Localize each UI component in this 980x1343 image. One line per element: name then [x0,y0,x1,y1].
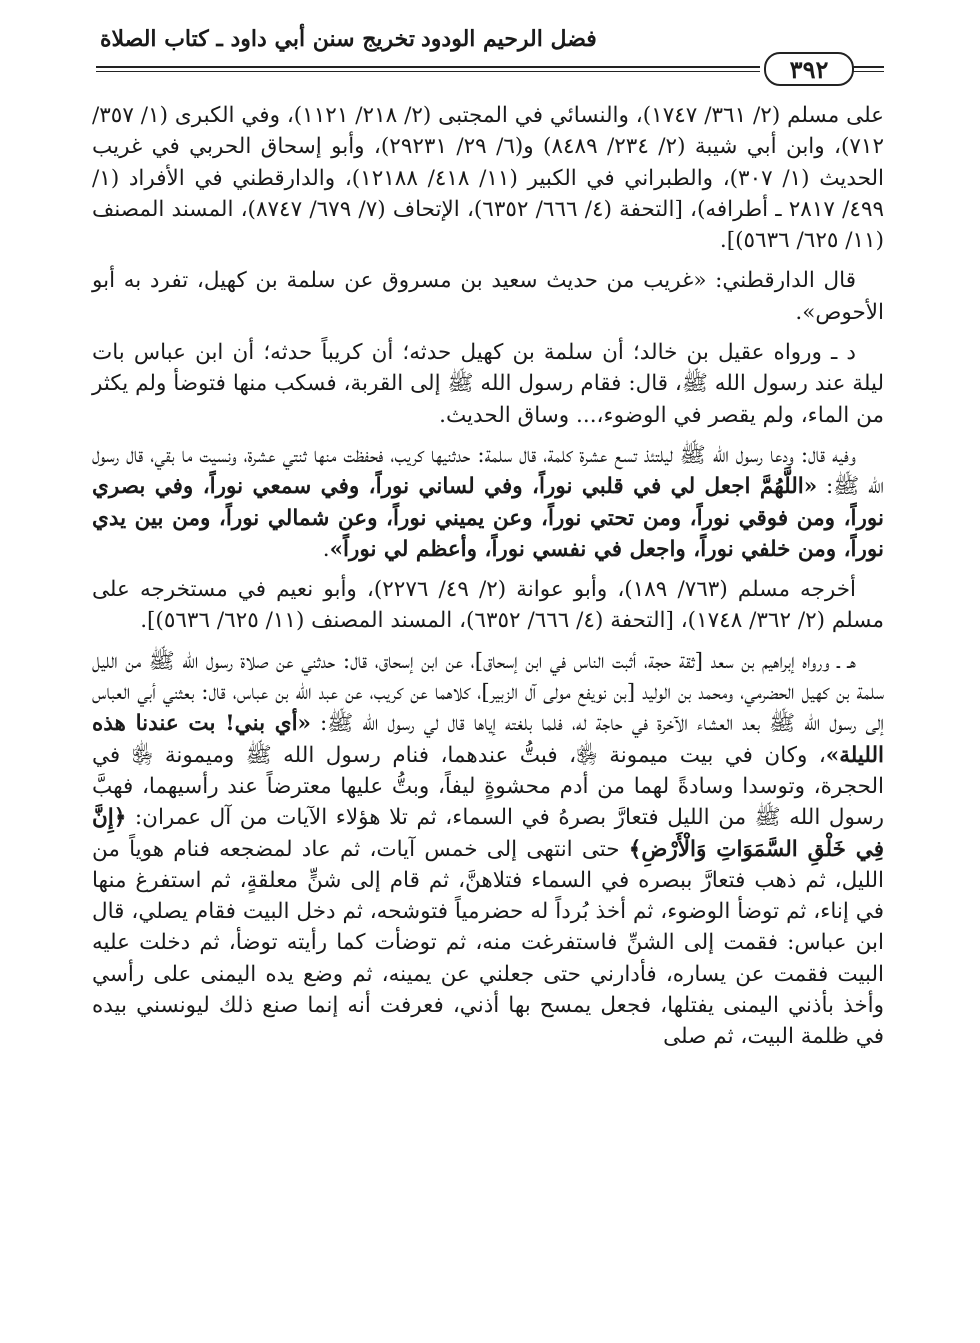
bold-quote: ﴿إِنَّ فِي خَلْقِ السَّمَوَاتِ وَالْأَرْضِ﴾ [92,805,884,862]
header-rule-right [850,66,884,68]
text-segment: وفيه قال: ودعا رسول الله ﷺ ليلتئذ تسع عشرة كلمة، قال سلمة: حدثنيها كريب، فحفظت منها ثنتي عشرة، ونسيت ما بقي، قال رسول الله ﷺ: [92,442,885,500]
bold-quote: «أي بني! بت عندنا هذه الليلة» [92,711,884,768]
text-segment: قال الدارقطني: «غريب من حديث سعيد بن مسروق عن سلمة بن كهيل، تفرد به أبو الأحوص». [92,268,884,325]
bold-quote: «اللَّهُمَّ اجعل لي في قلبي نوراً، وفي لساني نوراً، وفي سمعي نوراً، وفي بصري نوراً، ومن فوقي نوراً، ومن تحتي نوراً، وعن يميني نوراً، وعن شمالي نوراً، ومن بين يدي نوراً، ومن خلفي نوراً، واجعل في نفسي نوراً، وأعظم لي نوراً» [92,474,884,562]
header-rule-left-thin [96,71,760,72]
text-segment: . [322,536,330,562]
header-rule-right-thin [850,71,884,72]
paragraph [92,646,884,1053]
page-number: ٣٩٢ [764,52,854,86]
paragraph [92,440,884,565]
text-segment: هـ ـ ورواه إبراهيم بن سعد [ثقة حجة، أثبت الناس في ابن إسحاق]، عن ابن إسحاق، قال: حدثني عن صلاة رسول الله ﷺ من الليل سلمة بن كهيل الحضرمي، ومحمد بن الوليد [بن نويفع مولى آل الزبير]، كلاهما عن كريب، عن عبد الله بن عباس، قال: بعثني أبي العباس إلى رسول الله ﷺ بعد العشاء الآخرة في حاجة له، فلما بلغته إياها قال لي رسول الله ﷺ: [92,648,884,737]
text-segment: د ـ ورواه عقيل بن خالد؛ أن سلمة بن كهيل حدثه؛ أن كريباً حدثه؛ أن ابن عباس بات ليلة عند رسول الله ﷺ، قال: فقام رسول الله ﷺ إلى القربة، فسكب منها فتوضأ ولم يكثر من الماء، ولم يقصر في الوضوء،... وساق الحديث. [92,340,884,428]
text-segment: على مسلم (٢/ ٣٦١/ ١٧٤٧)، والنسائي في المجتبى (٢/ ٢١٨/ ١١٢١)، وفي الكبرى (١/ ٣٥٧/ ٧١٢)، وابن أبي شيبة (٢/ ٢٣٤/ ٨٤٨٩) و(٦/ ٢٩/ ٢٩٢٣١)، وأبو إسحاق الحربي في غريب الحديث (١/ ٣٠٧)، والطبراني في الكبير (١١/ ٤١٨/ ١٢١٨٨)، والدارقطني في الأفراد (١/ ٤٩٩/ ٢٨١٧ ـ أطرافه)، [التحفة (٤/ ٦٦٦/ ٦٣٥٢)، الإتحاف (٧/ ٦٧٩/ ٨٧٤٧)، المسند المصنف (١١/ ٦٢٥/ ٥٦٣٦)]. [92,103,885,254]
paragraph [92,574,884,637]
main-text [92,100,884,1062]
paragraph [92,265,884,328]
paragraph [92,337,884,431]
header-rule-left [96,66,760,68]
text-segment: حتى انتهى إلى خمس آيات، ثم عاد لمضجعه فنام هوياً من الليل، ثم ذهب فتعارَّ ببصره في السماء فتلاهنَّ، ثم قام إلى شنٍّ معلقةٍ، ثم استفرغ منها في إناء، ثم توضأ الوضوء، ثم أخذ بُرداً له حضرمياً فتوشحه، ثم دخل البيت فقام يصلي، قال ابن عباس: فقمت إلى الشنِّ فاستفرغت منه، ثم توضأت كما رأيته توضأ، ثم دخلت عليه البيت فقمت عن يساره، فأدارني حتى جعلني عن يمينه، ثم وضع يده اليمنى على رأسي وأخذ بأذني اليمنى يفتلها، فجعل يمسح بها أذني، فعرفت أنه إنما صنع ذلك ليونسني بيده في ظلمة البيت، ثم صلى [92,836,884,1050]
paragraph [92,100,884,256]
book-title-rest: تخريج سنن أبي داود ـ كتاب الصلاة [100,26,415,52]
text-segment: ، وكان في بيت ميمونة ﵂، فبتُّ عندهما، فنام رسول الله ﷺ وميمونة ﵂ في الحجرة، وتوسدا وسادةً لهما من أدم محشوةٍ ليفاً، وبتُّ عليها معترضاً عند رأسيهما، فهبَّ رسول الله ﷺ من الليل فتعارَّ بصرهُ في السماء، ثم تلا هؤلاء الآيات من آل عمران: [92,742,884,831]
page-number-ornament [96,50,884,84]
book-title-fancy: فضل الرحيم الودود [420,26,597,52]
text-segment: أخرجه مسلم (٧٦٣/ ١٨٩)، وأبو عوانة (٢/ ٤٩/ ٢٢٧٦)، وأبو نعيم في مستخرجه على مسلم (٢/ ٣٦٢/ ١٧٤٨)، [التحفة (٤/ ٦٦٦/ ٦٣٥٢)، المسند المصنف (١١/ ٦٢٥/ ٥٦٣٦)]. [92,577,884,634]
